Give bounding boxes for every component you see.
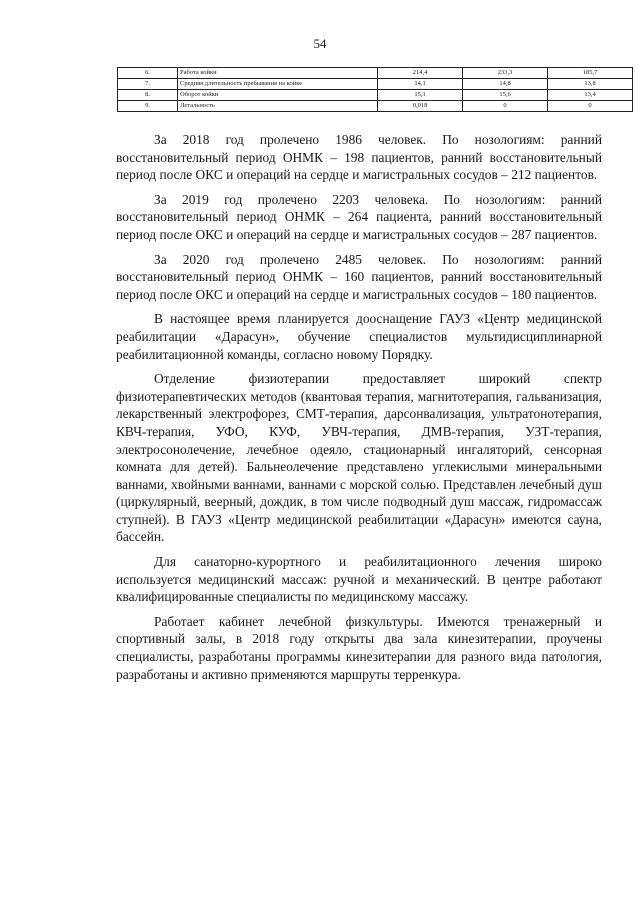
paragraph-massage: Для санаторно-курортного и реабилитационного лечения широко используется медицинский массаж: ручной и механический. В центре работают квалифицированные специалисты по медицинскому массажу.	[116, 554, 602, 605]
row-indicator: Летальность	[178, 101, 378, 112]
row-value-3: 13,8	[548, 79, 633, 90]
row-value-1: 15,1	[378, 90, 463, 101]
row-value-3: 13,4	[548, 90, 633, 101]
row-number: 6.	[118, 68, 178, 79]
paragraph-equipment-plans: В настоящее время планируется дооснащение ГАУЗ «Центр медицинской реабилитации «Дарасун», обучение специалистов мультидисциплинарной реабилитационной команды, согласно новому Порядку.	[116, 311, 602, 362]
row-indicator: Средняя длительность пребывания на койке	[178, 79, 378, 90]
row-value-3: 185,7	[548, 68, 633, 79]
table-row	[118, 68, 633, 79]
document-body	[116, 131, 602, 690]
row-value-1: 214,4	[378, 68, 463, 79]
row-value-2: 0	[463, 101, 548, 112]
paragraph-physiotherapy: Отделение физиотерапии предоставляет широкий спектр физиотерапевтических методов (квантовая терапия, магнитотерапия, гальванизация, лекарственный электрофорез, СМТ-терапия, дарсонвализация, ультратонотерапия, КВЧ-терапия, УФО, КУФ, УВЧ-терапия, ДМВ-терапия, УЗТ-терапия, электросонолечение, лечебное одеяло, стационарный ингаляторий, сенсорная комната для детей). Бальнеолечение представлено углекислыми минеральными ваннами, хвойными ваннами, ваннами с морской солью. Представлен лечебный душ (циркулярный, веерный, дождик, в том числе подводный душ массаж, гидромассаж ступней). В ГАУЗ «Центр медицинской реабилитации «Дарасун» имеются сауна, бассейн.	[116, 371, 602, 545]
paragraph-2018-statistics: За 2018 год пролечено 1986 человек. По нозологиям: ранний восстановительный период ОНМК – 198 пациентов, ранний восстановительный период после ОКС и операций на сердце и магистральных сосудов – 212 пациентов.	[116, 132, 602, 183]
table-row	[118, 90, 633, 101]
paragraph-exercise-therapy: Работает кабинет лечебной физкультуры. Имеются тренажерный и спортивный залы, в 2018 году открыты два зала кинезитерапии, проучены специалисты, разработаны программы кинезитерапии для разного вида патология, разработаны и активно применяются маршруты терренкура.	[116, 613, 602, 682]
row-number: 9.	[118, 101, 178, 112]
table-row	[118, 101, 633, 112]
row-value-2: 233,3	[463, 68, 548, 79]
row-value-2: 14,8	[463, 79, 548, 90]
paragraph-2019-statistics: За 2019 год пролечено 2203 человека. По нозологиям: ранний восстановительный период ОНМК – 264 пациента, ранний восстановительный период после ОКС и операций на сердце и магистральных сосудов – 287 пациентов.	[116, 191, 602, 242]
row-value-2: 15,6	[463, 90, 548, 101]
paragraph-2020-statistics: За 2020 год пролечено 2485 человек. По нозологиям: ранний восстановительный период ОНМК – 160 пациентов, ранний восстановительный период после ОКС и операций на сердце и магистральных сосудов – 180 пациентов.	[116, 251, 602, 302]
table-row	[118, 79, 633, 90]
row-indicator: Оборот койки	[178, 90, 378, 101]
row-value-1: 0,018	[378, 101, 463, 112]
row-number: 8.	[118, 90, 178, 101]
row-indicator: Работа койки	[178, 68, 378, 79]
row-value-1: 14,1	[378, 79, 463, 90]
row-number: 7.	[118, 79, 178, 90]
row-value-3: 0	[548, 101, 633, 112]
page-number: 54	[313, 36, 327, 51]
statistics-table	[117, 67, 633, 112]
